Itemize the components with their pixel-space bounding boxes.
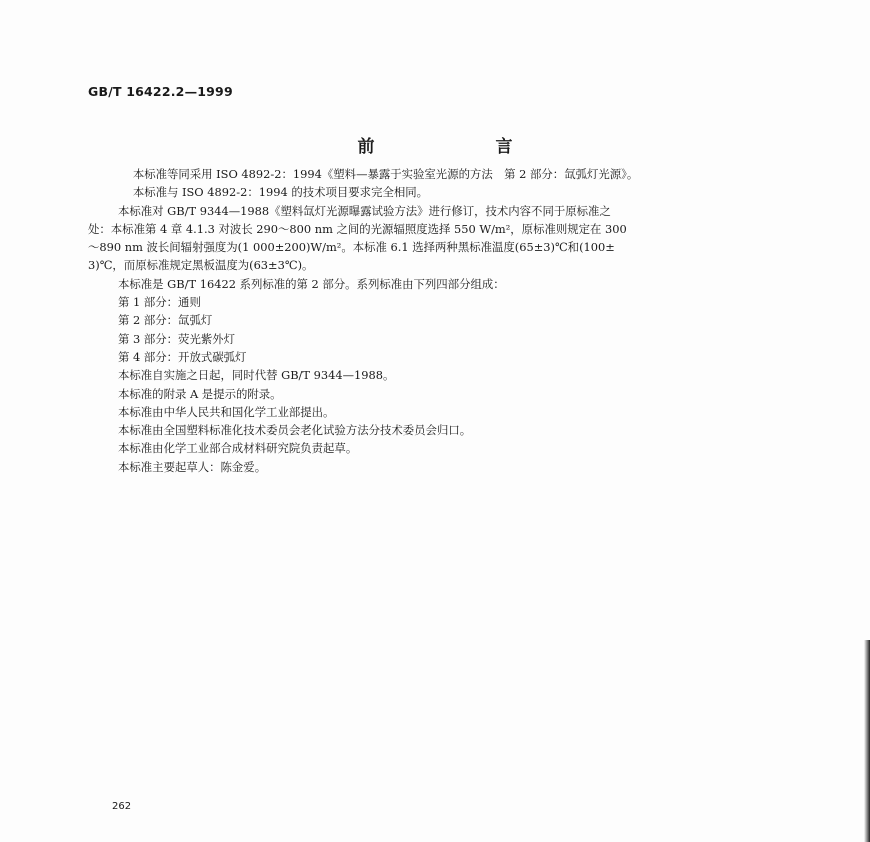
- paragraph-revision: [88, 202, 806, 275]
- document-body: [88, 165, 806, 476]
- page-number: 262: [112, 801, 132, 812]
- statement-proposer: 本标准由中华人民共和国化学工业部提出。: [118, 404, 335, 419]
- page-title: 前 言: [357, 137, 565, 157]
- list-item: 第 1 部分：通则: [118, 295, 201, 310]
- list-item: 第 3 部分：荧光紫外灯: [118, 331, 236, 346]
- statement-drafter: 本标准主要起草人：陈金爱。: [118, 459, 267, 474]
- revision-line-1: 本标准对 GB/T 9344—1988《塑料氙灯光源曝露试验方法》进行修订，技术内容不同于原标准之: [118, 203, 611, 218]
- list-item: 第 2 部分：氙弧灯: [118, 313, 213, 328]
- revision-line-2: 处：本标准第 4 章 4.1.3 对波长 290～800 nm 之间的光源辐照度选择 550 W/m²，原标准则规定在 300: [88, 221, 627, 236]
- scan-edge-shadow: [864, 640, 870, 842]
- list-item: 第 4 部分：开放式碳弧灯: [118, 349, 247, 364]
- revision-line-4: 3)℃，而原标准规定黑板温度为(63±3℃)。: [88, 258, 314, 273]
- paragraph-equivalence: 本标准与 ISO 4892-2：1994 的技术项目要求完全相同。: [132, 185, 429, 200]
- parts-list: [118, 293, 806, 366]
- closing-statements: [118, 366, 806, 476]
- standard-code: GB/T 16422.2—1999: [88, 84, 233, 99]
- revision-line-3: ～890 nm 波长间辐射强度为(1 000±200)W/m²。本标准 6.1 选择两种黑标准温度(65±3)℃和(100±: [88, 240, 615, 255]
- statement-replacement: 本标准自实施之日起，同时代替 GB/T 9344—1988。: [118, 368, 395, 383]
- statement-drafting-org: 本标准由化学工业部合成材料研究院负责起草。: [118, 441, 358, 456]
- statement-annex: 本标准的附录 A 是提示的附录。: [118, 386, 282, 401]
- statement-committee: 本标准由全国塑料标准化技术委员会老化试验方法分技术委员会归口。: [118, 423, 472, 438]
- series-intro: 本标准是 GB/T 16422 系列标准的第 2 部分。系列标准由下列四部分组成：: [118, 276, 505, 291]
- paragraph-adoption: 本标准等同采用 ISO 4892-2：1994《塑料—暴露于实验室光源的方法 第 2 部分：氙弧灯光源》。: [132, 167, 639, 181]
